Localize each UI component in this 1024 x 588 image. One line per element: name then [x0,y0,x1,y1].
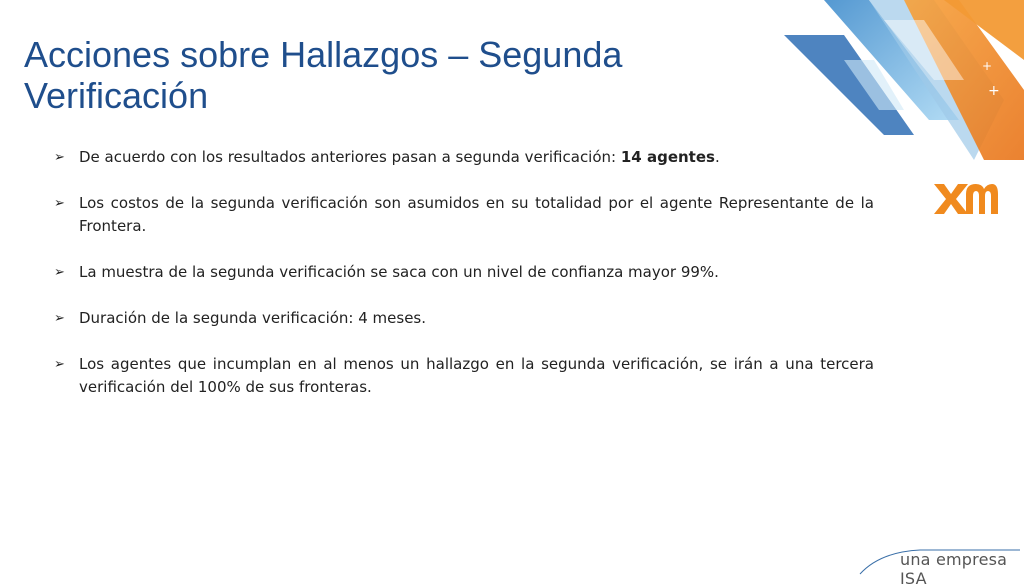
arrow-right-icon: ➢ [54,311,65,326]
bullet-list [54,146,874,422]
svg-text:+: + [982,59,993,73]
xm-logo [930,172,1000,224]
bullet-text: De acuerdo con los resultados anteriores pasan a segunda verificación: [79,148,621,166]
bullet-text: La muestra de la segunda verificación se saca con un nivel de confianza mayor 99%. [79,263,719,281]
slide-title: Acciones sobre Hallazgos – Segunda Verificación [24,34,623,116]
bullet-bold-text: 14 agentes [620,148,715,166]
bullet-text: Los costos de la segunda verificación son asumidos en su totalidad por el agente Representante de la Frontera. [79,194,874,235]
decorative-graphic [784,0,1024,165]
arrow-right-icon: ➢ [54,265,65,280]
bullet-item [54,261,874,284]
bullet-item [54,146,874,169]
bullet-text: Los agentes que incumplan en al menos un hallazgo en la segunda verificación, se irán a una tercera verificación del 100% de sus fronteras. [79,355,874,396]
bullet-text: Duración de la segunda verificación: 4 meses. [79,309,427,327]
bullet-item [54,307,874,330]
svg-text:+: + [988,83,1000,99]
arrow-right-icon: ➢ [54,150,65,165]
bullet-item [54,192,874,238]
footer-tagline: una empresa ISA [900,550,1008,588]
xm-logo-graphic [930,172,1000,224]
arrow-right-icon: ➢ [54,357,65,372]
arrow-right-icon: ➢ [54,196,65,211]
bullet-suffix: . [714,148,720,166]
bullet-item [54,353,874,399]
